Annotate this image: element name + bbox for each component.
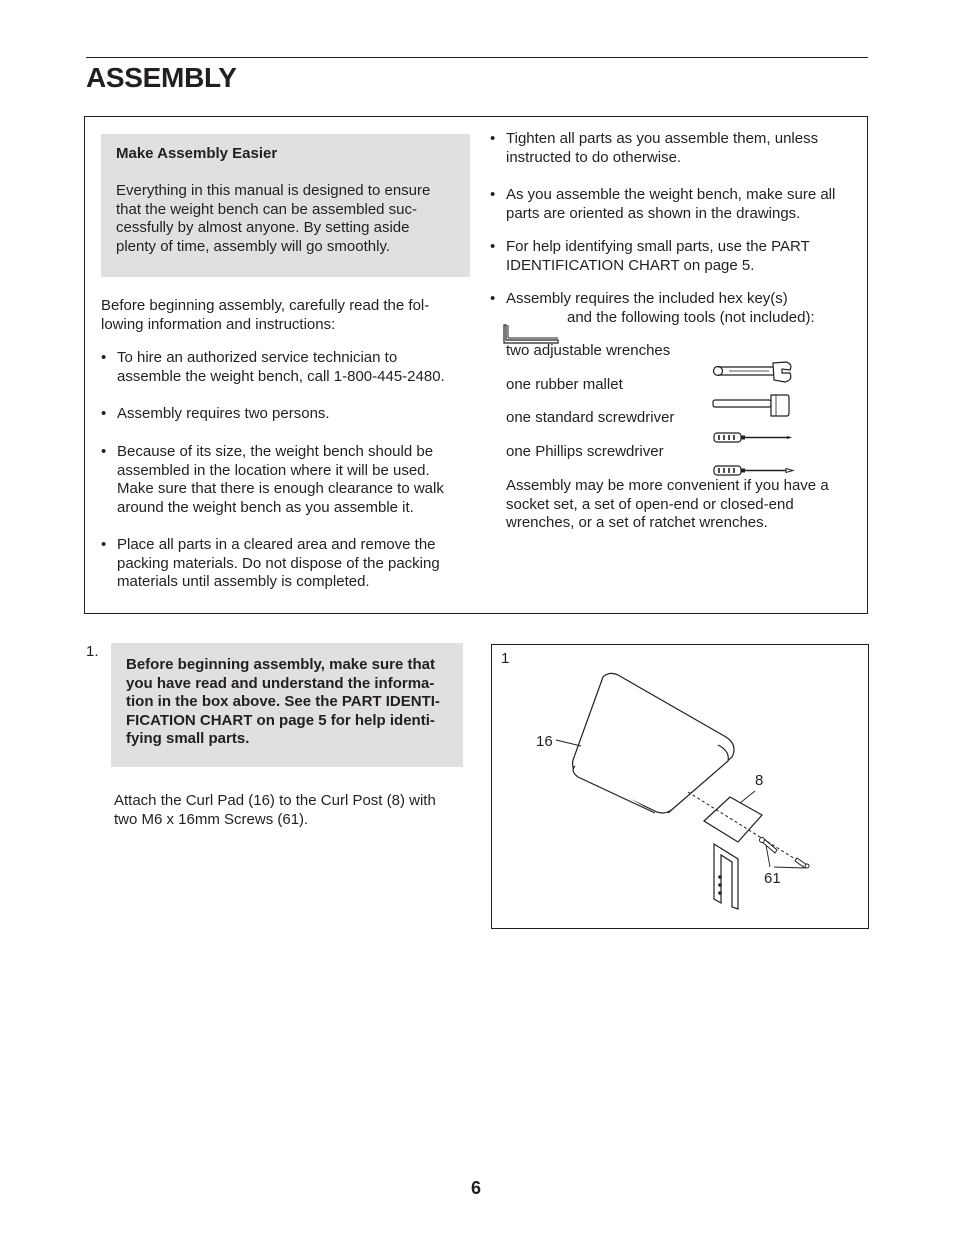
bullet-item: • To hire an authorized service technician to assemble the weight bench, call 1-800-445-2480. [101,349,445,386]
left-bullet-list [101,349,445,386]
rubber-mallet-icon [711,392,791,418]
bullet-item: • For help identifying small parts, use the PART IDENTIFICATION CHART on page 5. [490,238,810,275]
tool-label: one standard screwdriver [506,409,675,426]
bullet-item: • As you assemble the weight bench, make sure all parts are oriented as shown in the drawings. [490,186,835,223]
page-title: ASSEMBLY [86,62,237,93]
bullet-item: • Because of its size, the weight bench should be assembled in the location where it will be used. Make sure that there is enough clearance to walk around the weight bench as you assemble it. [101,443,444,517]
callout-leader-16 [556,740,581,746]
callout-leader-8 [740,791,755,803]
adjustable-wrench-icon [711,360,795,386]
step-warning-text: Before beginning assembly, make sure that you have read and understand the informa- tion in the box above. See the PART IDENTI- FICATION CHART on page 5 for help identi- fying small parts. [126,656,440,748]
step-number: 1. [86,643,99,660]
screw-part [760,838,810,869]
bullet-item: • Tighten all parts as you assemble them, unless instructed to do otherwise. [490,130,818,167]
right-bullet-list [490,130,818,167]
right-bullet-list [490,290,788,309]
tool-label: one rubber mallet [506,376,623,393]
page-number: 6 [471,1178,482,1198]
left-bullet-list [101,405,330,424]
header-rule [86,57,868,58]
intro-text: Before beginning assembly, carefully read the fol- lowing information and instructions: [101,297,430,333]
callout-screws: 61 [764,870,781,887]
tool-label: one Phillips screwdriver [506,443,664,460]
make-easier-body: Everything in this manual is designed to ensure that the weight bench can be assembled suc- cessfully by almost anyone. By setting aside plenty of time, assembly will go smoothly. [116,182,431,255]
bullet-item: • Place all parts in a cleared area and remove the packing materials. Do not dispose of the packing materials until assembly is completed. [101,536,440,592]
callout-leader-61 [774,867,804,868]
left-bullet-list [101,443,444,517]
left-bullet-list [101,536,440,592]
right-bullet-list [490,186,835,223]
tools-note: Assembly may be more convenient if you have a socket set, a set of open-end or closed-end wrenches, or a set of ratchet wrenches. [506,477,829,532]
callout-curl-post: 8 [755,772,764,789]
curl-pad-assembly-diagram [492,645,868,928]
tool-label: two adjustable wrenches [506,342,671,359]
make-easier-heading: Make Assembly Easier [116,145,278,162]
tools-intro-continued: and the following tools (not included): [567,309,815,326]
curl-post-part [704,797,762,909]
step-instruction: Attach the Curl Pad (16) to the Curl Post (8) with two M6 x 16mm Screws (61). [114,792,436,828]
bullet-item: • Assembly requires two persons. [101,405,330,424]
standard-screwdriver-icon [713,431,793,445]
curl-pad-part [573,673,734,813]
bullet-item: • Assembly requires the included hex key(s) [490,290,788,309]
figure-number: 1 [501,650,510,667]
phillips-screwdriver-icon [713,464,795,478]
callout-curl-pad: 16 [536,733,553,750]
right-bullet-list [490,238,810,275]
